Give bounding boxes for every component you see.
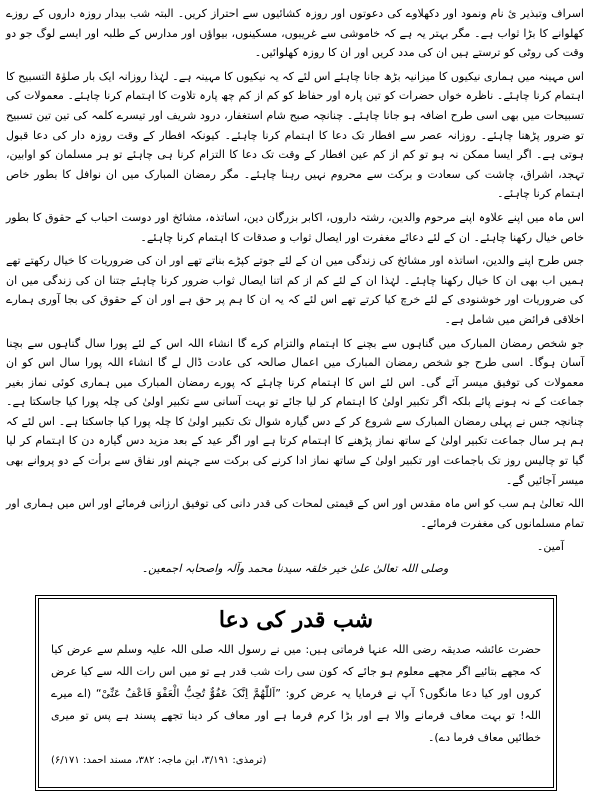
ameen-line: آمین۔ — [536, 540, 564, 554]
closing-salutation: وصلی اللہ تعالیٰ علیٰ خیر خلقہ سیدنا محمد وآلہ واصحابہ اجمعین۔ — [141, 562, 449, 576]
dua-box-text: حضرت عائشہ صدیقہ رضی اللہ عنہا فرماتی ہیں: میں نے رسول اللہ صلی اللہ علیہ وسلم سے عرض کیا کہ مجھے بتائیے اگر مجھے معلوم ہو جائے کہ کون سی رات شب قدر ہے تو میں اس رات اللہ سے کیا عرض کروں اور کیا دعا مانگوں؟ آپ نے فرمایا یہ عرض کرو: ”اَللّٰھُمَّ اِنَّکَ عَفُوٌّ تُحِبُّ الْعَفْوَ فَاعْفُ عَنِّیْ“ (اے میرے اللہ! تو بہت معاف فرمانے والا ہے اور بڑا کرم فرما ہے اور معاف کر دینا تجھے پسند ہے پس تو میری خطائیں معاف فرما دے)۔ — [51, 643, 541, 744]
shab-e-qadr-dua-box — [38, 598, 554, 788]
dua-box-title: شب قدر کی دعا — [218, 607, 374, 633]
dua-box-reference: (ترمذی: ۳/۱۹۱، ابن ماجہ: ۳۸۲، مسند احمد: ۶/۱۷۱) — [51, 755, 267, 766]
paragraph-4: جس طرح اپنے والدین، اساتذہ اور مشائخ کی زندگی میں ان کے لئے جوتے کپڑے بناتے تھے اور ان کی ضروریات کا خیال رکھتے تھے ہمیں اب بھی ان کا خیال رکھنا چاہئے۔ لہٰذا ان کے لئے کم از کم اتنا ایصال ثواب ضرور کرنا چاہئے جتنا ان کی زندگی میں ان کی ضروریات اور خوشنودی کے لئے خرچ کیا کرتے تھے اس لئے کہ یہ ان کا ہم پر حق ہے اور ان کے حقوق کی بجا آوری ہمارے اخلاقی فرائض میں شامل ہے۔ — [6, 254, 584, 326]
paragraph-5: جو شخص رمضان المبارک میں گناہوں سے بچنے کا اہتمام والتزام کرے گا انشاء اللہ اس کے لئے پورا سال گناہوں سے بچنا آسان ہوگا۔ اسی طرح جو شخص رمضان المبارک میں اعمال صالحہ کی عادت ڈال لے گا انشاء اللہ پورا سال اس کو ان معمولات کی توفیق میسر آئے گی۔ اس لئے اس کا اہتمام کرنا چاہئے کہ پورے رمضان المبارک میں ہماری کوئی نماز بغیر جماعت کے نہ ہونے پائے بلکہ اگر تکبیر اولیٰ کا اہتمام کر لیا جائے تو بہت آسانی سے تکبیر اولیٰ کی چلہ پورا کیا جاسکتا ہے۔ چنانچہ جس نے پہلی رمضان المبارک سے شروع کر کے دس گیارہ شوال تک تکبیر اولیٰ کا چلہ پورا کیا جاسکتا ہے۔ اس لئے کہ ہم ہر سال جماعت تکبیر اولیٰ کے ساتھ نماز پڑھنے کا اہتمام کرتا ہے اور اگر عید کے بعد مزید دس گیارہ دن کا اہتمام کر لیا گیا تو چالیس روز تک باجماعت اور تکبیر اولیٰ کے ساتھ نماز ادا کرنے کی برکت سے جہنم اور نفاق سے برأت کے دو پروانے بھی میسر آجائیں گے۔ — [6, 336, 584, 487]
article-body — [6, 4, 584, 533]
paragraph-1: اسراف وتبذیر یٔ نام ونمود اور دکھلاوے کی دعوتوں اور روزہ کشائیوں سے احتراز کریں۔ البتہ شب بیدار روزہ داروں کے روزے کھلوانے کا بڑا ثواب ہے۔ مگر بہتر یہ ہے کہ خاموشی سے غریبوں، مسکینوں، بیواؤں اور مدارس کے طلبہ اور ایسے لوگ جو دو وقت کی روٹی کو ترستے ہیں ان کی مدد کریں اور ان کا روزہ کھلوائیں۔ — [6, 7, 584, 60]
paragraph-3: اس ماہ میں اپنے علاوہ اپنے مرحوم والدین، رشتہ داروں، اکابر بزرگان دین، اساتذہ، مشائخ اور دوست احباب کے حقوق کا بطور خاص خیال رکھنا چاہئے۔ ان کے لئے دعائے مغفرت اور ایصال ثواب و صدقات کا اہتمام کرنا چاہئے۔ — [6, 210, 585, 244]
paragraph-6: اللہ تعالیٰ ہم سب کو اس ماہ مقدس اور اس کے قیمتی لمحات کی قدر دانی کی توفیق ارزانی فرمائے اور اس میں ہماری اور تمام مسلمانوں کی مغفرت فرمائے۔ — [6, 497, 584, 530]
paragraph-2: اس مہینہ میں ہماری نیکیوں کا میزانیہ بڑھ جانا چاہئے اس لئے کہ یہ نیکیوں کا مہینہ ہے۔ لہٰذا روزانہ ایک بار صلوٰۃ التسبیح کا اہتمام کرنا چاہئے۔ ناظرہ خواں حضرات کو تین پارہ اور حفاظ کو کم از کم چھ پارہ تلاوت کا اہتمام کرنا چاہئے۔ معمولات کی تسبیحات میں بھی اسی طرح اضافہ ہو جانا چاہئے۔ چنانچہ صبح شام استغفار، درود شریف اور تیسرے کلمہ کی تین تین تسبیح تو ضرور پڑھنا چاہئے۔ روزانہ عصر سے افطار تک دعا کا اہتمام کرنا چاہئے۔ کیونکہ افطار کے وقت روزہ دار کی دعا قبول ہوتی ہے۔ اگر ایسا ممکن نہ ہو تو کم از کم عین افطار کے وقت تک دعا کا التزام کرنا ہی چاہئے تو ہر مسلمان کو اوابین، تہجد، اشراق، چاشت کی سعادت و برکت سے محروم نہیں رہنا چاہئے۔ مگر رمضان المبارک میں ان نوافل کا بطور خاص اہتمام کرنا چاہئے۔ — [6, 69, 584, 201]
